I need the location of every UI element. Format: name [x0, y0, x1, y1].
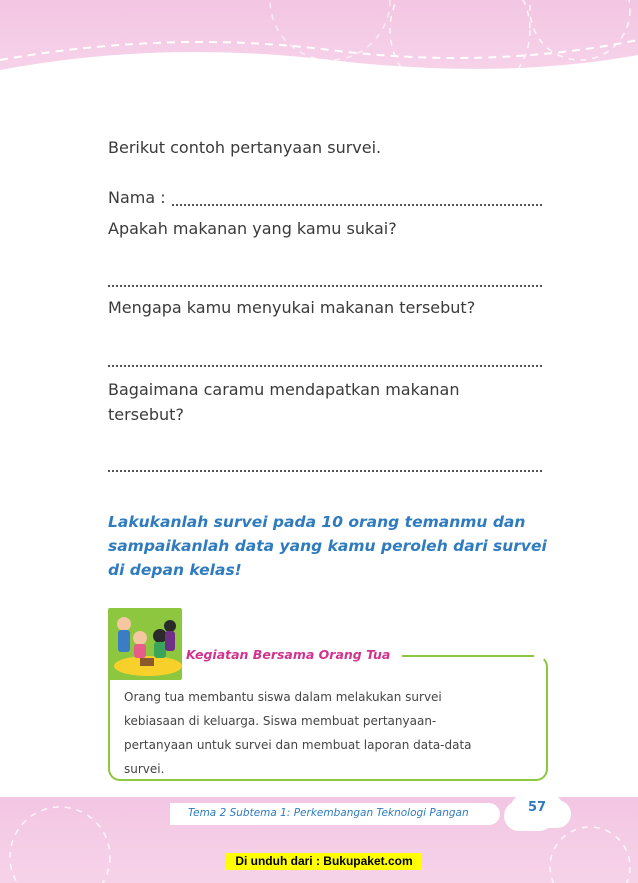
activity-line: survei.	[124, 762, 165, 776]
name-answer-line[interactable]	[172, 204, 542, 206]
task-line: di depan kelas!	[108, 561, 242, 579]
activity-line: kebiasaan di keluarga. Siswa membuat pertanyaan-	[124, 714, 437, 728]
answer-line-1[interactable]	[108, 285, 542, 287]
header-banner	[0, 0, 638, 110]
activity-line: Orang tua membantu siswa dalam melakukan survei	[124, 690, 442, 704]
intro-text: Berikut contoh pertanyaan survei.	[108, 138, 382, 157]
answer-line-2[interactable]	[108, 365, 542, 367]
task-line: sampaikanlah data yang kamu peroleh dari survei	[108, 537, 547, 555]
task-line: Lakukanlah survei pada 10 orang temanmu dan	[108, 513, 526, 531]
parent-activity-text	[124, 685, 534, 781]
page-number: 57	[528, 800, 547, 815]
question-why-like: Mengapa kamu menyukai makanan tersebut?	[108, 298, 476, 317]
parent-activity-title: Kegiatan Bersama Orang Tua	[186, 647, 391, 662]
name-label: Nama :	[108, 188, 166, 207]
download-source-note: Di unduh dari : Bukupaket.com	[226, 853, 422, 870]
answer-line-3[interactable]	[108, 470, 542, 472]
question-how-obtain-cont: tersebut?	[108, 405, 184, 424]
footer-theme: Tema 2 Subtema 1: Perkembangan Teknologi Pangan	[188, 807, 469, 819]
box-border	[402, 655, 534, 657]
question-how-obtain: Bagaimana caramu mendapatkan makanan	[108, 380, 460, 399]
activity-line: pertanyaan untuk survei dan membuat laporan data-data	[124, 738, 472, 752]
question-favorite-food: Apakah makanan yang kamu sukai?	[108, 219, 397, 238]
survey-task	[108, 510, 548, 582]
